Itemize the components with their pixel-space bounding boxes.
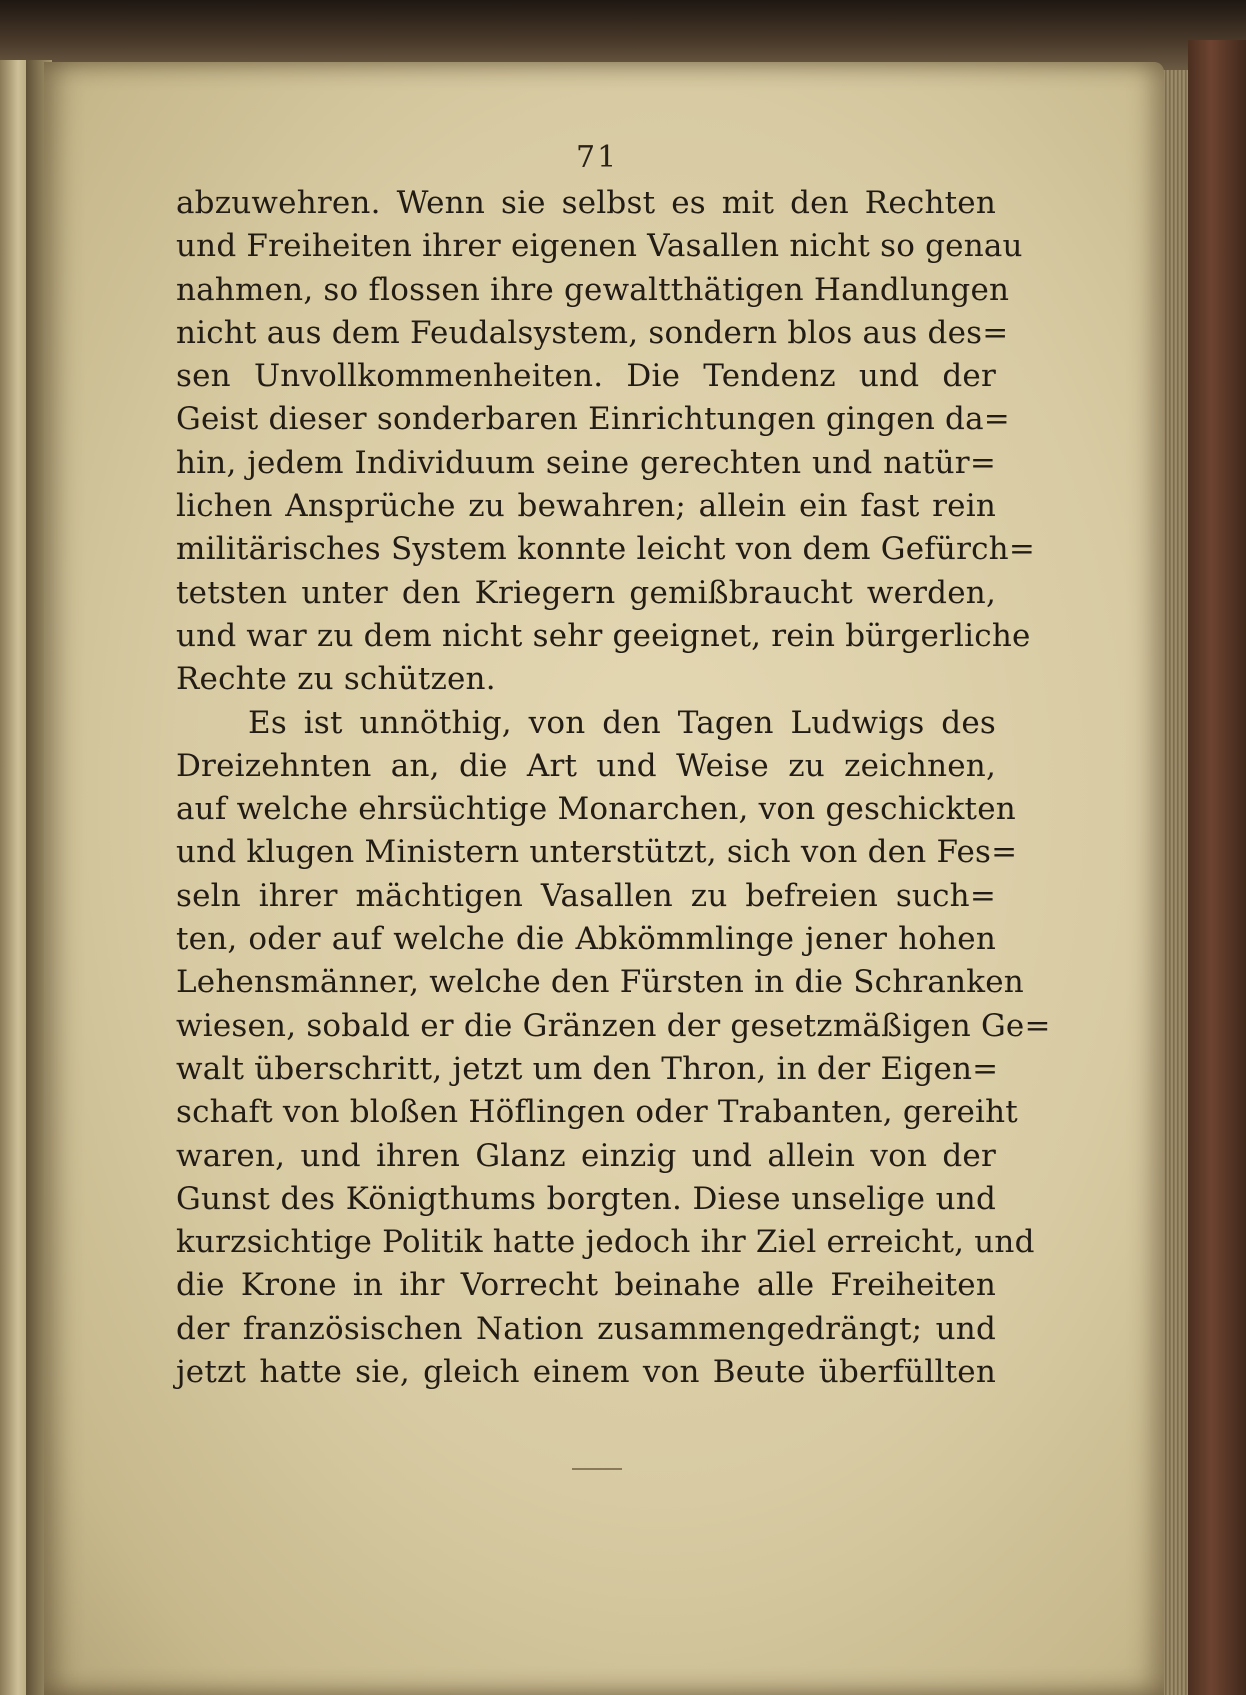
text-line: wiesen, sobald er die Gränzen der gesetzmäßigen Ge= bbox=[176, 1007, 1051, 1044]
book-top-edge bbox=[0, 0, 1246, 70]
body-text bbox=[176, 182, 1051, 1394]
text-line: hin, jedem Individuum seine gerechten und natür= bbox=[176, 444, 996, 481]
text-line: lichen Ansprüche zu bewahren; allein ein fast rein bbox=[176, 488, 996, 525]
text-line: und Freiheiten ihrer eigenen Vasallen nicht so genau bbox=[176, 228, 1023, 265]
text-line: waren, und ihren Glanz einzig und allein von der bbox=[176, 1137, 996, 1174]
text-line: sen Unvollkommenheiten. Die Tendenz und der bbox=[176, 358, 996, 395]
text-line: kurzsichtige Politik hatte jedoch ihr Ziel erreicht, und bbox=[176, 1224, 1035, 1261]
page-number: 71 bbox=[576, 140, 619, 175]
text-line: militärisches System konnte leicht von dem Gefürch= bbox=[176, 531, 1036, 568]
text-line: tetsten unter den Kriegern gemißbraucht werden, bbox=[176, 574, 996, 611]
text-line: die Krone in ihr Vorrecht beinahe alle Freiheiten bbox=[176, 1267, 996, 1304]
footer-rule bbox=[572, 1468, 622, 1470]
text-line: und klugen Ministern unterstützt, sich von den Fes= bbox=[176, 834, 1018, 871]
text-line: seln ihrer mächtigen Vasallen zu befreien such= bbox=[176, 877, 996, 914]
paragraph-start-line: Es ist unnöthig, von den Tagen Ludwigs des bbox=[248, 704, 996, 741]
text-line: der französischen Nation zusammengedrängt; und bbox=[176, 1310, 996, 1347]
book-cover bbox=[1188, 40, 1246, 1695]
text-line: ten, oder auf welche die Abkömmlinge jener hohen bbox=[176, 921, 996, 958]
text-line: jetzt hatte sie, gleich einem von Beute überfüllten bbox=[176, 1354, 996, 1391]
text-line: nahmen, so flossen ihre gewaltthätigen Handlungen bbox=[176, 271, 1010, 308]
text-line: auf welche ehrsüchtige Monarchen, von geschickten bbox=[176, 791, 1016, 828]
text-line: schaft von bloßen Höflingen oder Trabanten, gereiht bbox=[176, 1094, 1018, 1131]
text-line: und war zu dem nicht sehr geeignet, rein bürgerliche bbox=[176, 617, 1031, 654]
text-line: Lehensmänner, welche den Fürsten in die Schranken bbox=[176, 964, 1024, 1001]
text-line: walt überschritt, jetzt um den Thron, in der Eigen= bbox=[176, 1050, 999, 1087]
text-line: Rechte zu schützen. bbox=[176, 661, 496, 698]
text-line: Dreizehnten an, die Art und Weise zu zeichnen, bbox=[176, 747, 996, 784]
text-line: abzuwehren. Wenn sie selbst es mit den Rechten bbox=[176, 185, 996, 221]
text-line: nicht aus dem Feudalsystem, sondern blos aus des= bbox=[176, 314, 1009, 351]
text-line: Geist dieser sonderbaren Einrichtungen gingen da= bbox=[176, 401, 1010, 438]
text-line: Gunst des Königthums borgten. Diese unselige und bbox=[176, 1180, 996, 1217]
